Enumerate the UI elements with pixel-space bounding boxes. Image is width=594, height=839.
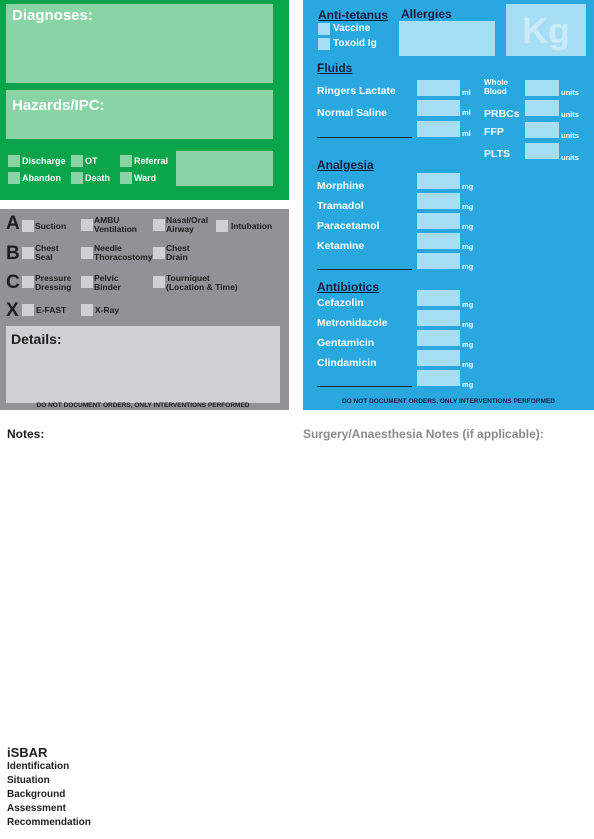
ketamine-unit: mg xyxy=(462,242,474,251)
clindamicin-label: Clindamicin xyxy=(317,357,377,369)
chest-drain-checkbox[interactable] xyxy=(153,247,165,259)
details-label: Details: xyxy=(11,331,62,347)
needle-thoracostomy-label: Needle Thoracostomy xyxy=(94,243,153,262)
ffp-unit: units xyxy=(561,131,579,140)
isbar-item: Recommendation xyxy=(7,817,91,828)
ringers-field[interactable] xyxy=(417,80,460,96)
fluid-other-field[interactable] xyxy=(417,121,460,137)
fluids-heading: Fluids xyxy=(317,61,353,75)
diagnoses-label: Diagnoses: xyxy=(12,7,93,24)
tramadol-field[interactable] xyxy=(417,193,460,209)
toxoid-checkbox[interactable] xyxy=(318,38,330,50)
tramadol-unit: mg xyxy=(462,202,474,211)
chest-seal-label: Chest Seal xyxy=(35,243,59,262)
pressure-dressing-label: Pressure Dressing xyxy=(35,273,72,292)
warning-text: DO NOT DOCUMENT ORDERS, ONLY INTERVENTIONS PERFORMED xyxy=(36,402,250,409)
ketamine-label: Ketamine xyxy=(317,240,365,252)
whole-blood-label: Whole Blood xyxy=(484,78,508,96)
analgesia-other-line[interactable] xyxy=(317,269,412,270)
gentamicin-field[interactable] xyxy=(417,330,460,346)
analgesia-heading: Analgesia xyxy=(317,158,374,172)
death-checkbox[interactable] xyxy=(71,172,83,184)
prbcs-label: PRBCs xyxy=(484,108,520,120)
antibiotic-other-line[interactable] xyxy=(317,386,412,387)
cefazolin-unit: mg xyxy=(462,300,474,309)
breathing-letter: B xyxy=(6,243,20,264)
interventions-panel xyxy=(0,209,289,410)
disposition-box[interactable] xyxy=(176,151,273,186)
pressure-dressing-checkbox[interactable] xyxy=(22,276,34,288)
surgery-notes-area[interactable] xyxy=(300,445,594,825)
hazards-label: Hazards/IPC: xyxy=(12,97,105,114)
clindamicin-unit: mg xyxy=(462,360,474,369)
xray-checkbox[interactable] xyxy=(81,304,93,316)
intubation-label: Intubation xyxy=(231,221,273,231)
notes-area[interactable] xyxy=(0,445,294,735)
tramadol-label: Tramadol xyxy=(317,200,364,212)
toxoid-label: Toxoid Ig xyxy=(333,38,377,49)
paracetamol-label: Paracetamol xyxy=(317,220,380,232)
ot-checkbox[interactable] xyxy=(71,155,83,167)
whole-blood-field[interactable] xyxy=(525,80,559,96)
ringers-unit: ml xyxy=(462,88,471,97)
discharge-label: Discharge xyxy=(22,156,66,166)
efast-checkbox[interactable] xyxy=(22,304,34,316)
prbcs-field[interactable] xyxy=(525,100,559,116)
xray-label: X-Ray xyxy=(95,305,120,315)
fluid-other-line[interactable] xyxy=(317,137,412,138)
abandon-checkbox[interactable] xyxy=(8,172,20,184)
gentamicin-unit: mg xyxy=(462,340,474,349)
saline-unit: ml xyxy=(462,108,471,117)
paracetamol-field[interactable] xyxy=(417,213,460,229)
death-label: Death xyxy=(85,173,111,183)
isbar-title: iSBAR xyxy=(7,745,48,760)
chest-seal-checkbox[interactable] xyxy=(22,247,34,259)
nasal-airway-checkbox[interactable] xyxy=(153,219,165,231)
plts-field[interactable] xyxy=(525,143,559,159)
tourniquet-checkbox[interactable] xyxy=(153,276,165,288)
ffp-label: FFP xyxy=(484,126,504,138)
paracetamol-unit: mg xyxy=(462,222,474,231)
ward-label: Ward xyxy=(134,173,157,183)
antibiotic-other-field[interactable] xyxy=(417,370,460,386)
referral-label: Referral xyxy=(134,156,169,166)
isbar-item: Identification xyxy=(7,761,70,772)
suction-checkbox[interactable] xyxy=(22,220,34,232)
abandon-label: Abandon xyxy=(22,173,61,183)
isbar-item: Situation xyxy=(7,775,50,786)
saline-field[interactable] xyxy=(417,100,460,116)
discharge-checkbox[interactable] xyxy=(8,155,20,167)
intubation-checkbox[interactable] xyxy=(216,220,228,232)
ot-label: OT xyxy=(85,156,98,166)
circulation-letter: C xyxy=(6,272,20,293)
analgesia-other-field[interactable] xyxy=(417,253,460,269)
isbar-legend xyxy=(7,745,91,830)
nasal-airway-label: Nasal/Oral Airway xyxy=(166,215,209,234)
suction-label: Suction xyxy=(35,221,67,231)
morphine-field[interactable] xyxy=(417,173,460,189)
whole-blood-unit: units xyxy=(561,88,579,97)
vaccine-checkbox[interactable] xyxy=(318,23,330,35)
gentamicin-label: Gentamicin xyxy=(317,337,375,349)
referral-checkbox[interactable] xyxy=(120,155,132,167)
notes-label: Notes: xyxy=(7,427,45,441)
metronidazole-unit: mg xyxy=(462,320,474,329)
pelvic-binder-checkbox[interactable] xyxy=(81,276,93,288)
saline-label: Normal Saline xyxy=(317,107,388,119)
isbar-item: Assessment xyxy=(7,803,66,814)
anti-tetanus-heading: Anti-tetanus xyxy=(318,8,388,22)
allergies-heading: Allergies xyxy=(401,7,452,21)
plts-label: PLTS xyxy=(484,148,511,160)
isbar-item: Background xyxy=(7,789,66,800)
analgesia-other-unit: mg xyxy=(462,262,474,271)
surgery-notes-label: Surgery/Anaesthesia Notes (if applicable): xyxy=(303,427,544,441)
metronidazole-label: Metronidazole xyxy=(317,317,388,329)
medications-panel xyxy=(303,0,594,410)
ambu-checkbox[interactable] xyxy=(81,219,93,231)
morphine-unit: mg xyxy=(462,182,474,191)
morphine-label: Morphine xyxy=(317,180,365,192)
tourniquet-label: Tourniquet (Location & Time) xyxy=(166,273,238,292)
exposure-letter: X xyxy=(6,300,19,321)
airway-letter: A xyxy=(6,213,20,234)
clindamicin-field[interactable] xyxy=(417,350,460,366)
chest-drain-label: Chest Drain xyxy=(166,243,190,262)
cefazolin-field[interactable] xyxy=(417,290,460,306)
prbcs-unit: units xyxy=(561,110,579,119)
antibiotic-other-unit: mg xyxy=(462,380,474,389)
weight-unit: Kg xyxy=(522,10,570,51)
plts-unit: units xyxy=(561,153,579,162)
vaccine-label: Vaccine xyxy=(333,23,371,34)
antibiotics-heading: Antibiotics xyxy=(317,280,379,294)
warning-text: DO NOT DOCUMENT ORDERS, ONLY INTERVENTIONS PERFORMED xyxy=(342,398,555,405)
metronidazole-field[interactable] xyxy=(417,310,460,326)
diagnosis-panel xyxy=(0,0,289,200)
ambu-label: AMBU Ventilation xyxy=(94,215,137,234)
ffp-field[interactable] xyxy=(525,122,559,138)
cefazolin-label: Cefazolin xyxy=(317,297,364,309)
needle-thoracostomy-checkbox[interactable] xyxy=(81,247,93,259)
fluid-other-unit: ml xyxy=(462,129,471,138)
efast-label: E-FAST xyxy=(36,305,67,315)
pelvic-binder-label: Pelvic Binder xyxy=(94,273,121,292)
allergies-box[interactable] xyxy=(399,21,495,56)
ketamine-field[interactable] xyxy=(417,233,460,249)
ringers-label: Ringers Lactate xyxy=(317,85,396,97)
ward-checkbox[interactable] xyxy=(120,172,132,184)
